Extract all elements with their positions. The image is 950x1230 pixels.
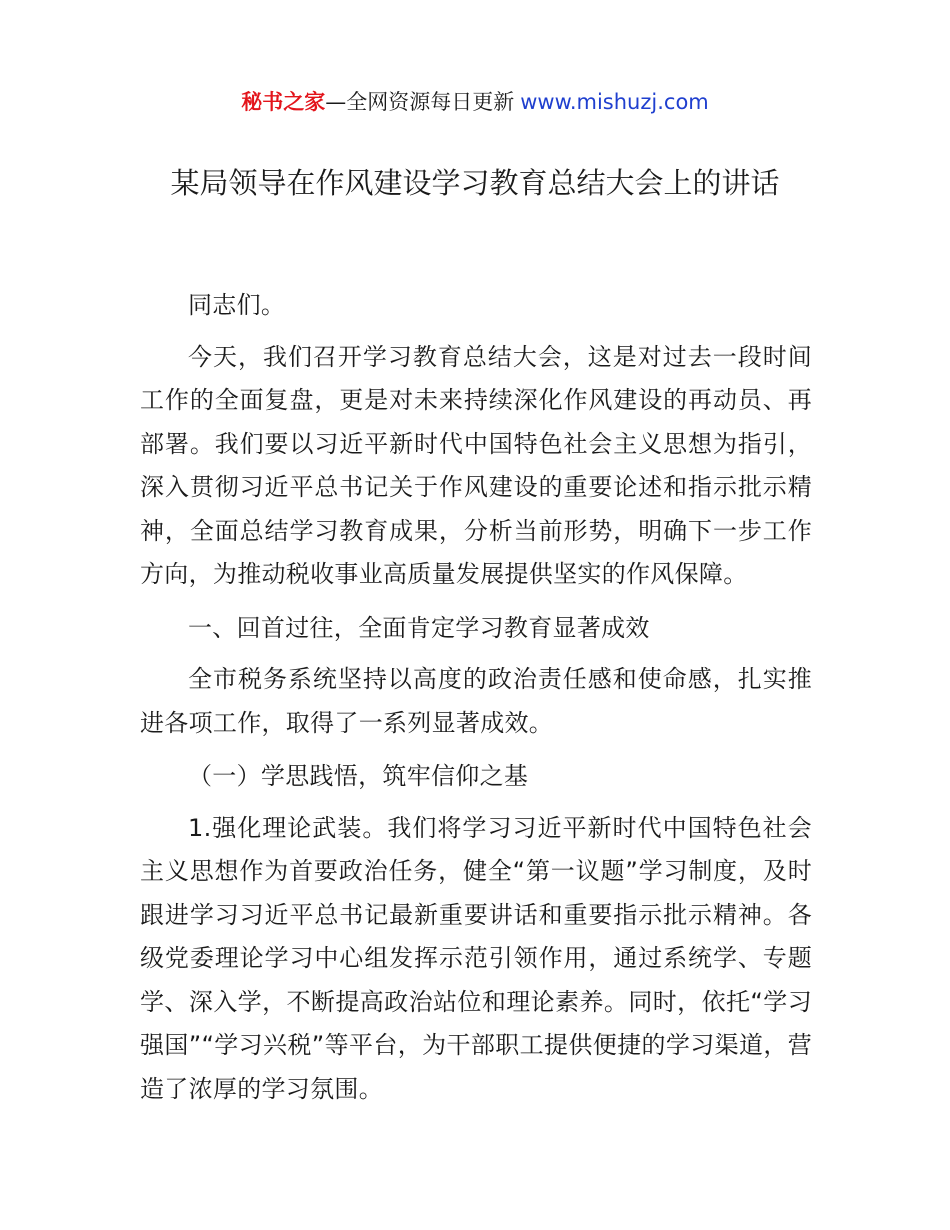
item-paragraph: 1.强化理论武装。我们将学习习近平新时代中国特色社会主义思想作为首要政治任务，健全“第一议题”学习制度，及时跟进学习习近平总书记最新重要讲话和重要指示批示精神。各级党委理论学习中心组发挥示范引领作用，通过系统学、专题学、深入学，不断提高政治站位和理论素养。同时，依托“学习强国”“学习兴税”等平台，为干部职工提供便捷的学习渠道，营造了浓厚的学习氛围。 [140, 813, 812, 1103]
section-intro-paragraph: 全市税务系统坚持以高度的政治责任感和使命感，扎实推进各项工作，取得了一系列显著成效。 [140, 665, 812, 737]
intro-paragraph: 今天，我们召开学习教育总结大会，这是对过去一段时间工作的全面复盘，更是对未来持续深化作风建设的再动员、再部署。我们要以习近平新时代中国特色社会主义思想为指引，深入贯彻习近平总书记关于作风建设的重要论述和指示批示精神，全面总结学习教育成果，分析当前形势，明确下一步工作方向，为推动税收事业高质量发展提供坚实的作风保障。 [140, 342, 812, 588]
salutation: 同志们。 [188, 291, 286, 319]
document-title: 某局领导在作风建设学习教育总结大会上的讲话 [170, 166, 780, 200]
website-link[interactable]: www.mishuzj.com [520, 90, 709, 114]
section-heading: 一、回首过往，全面肯定学习教育显著成效 [188, 613, 650, 642]
document-body [140, 284, 812, 1121]
brand-name: 秘书之家 [241, 90, 326, 114]
site-header [0, 86, 950, 118]
header-tagline: —全网资源每日更新 [325, 90, 515, 114]
subsection-heading: （一）学思践悟，筑牢信仰之基 [188, 762, 529, 790]
